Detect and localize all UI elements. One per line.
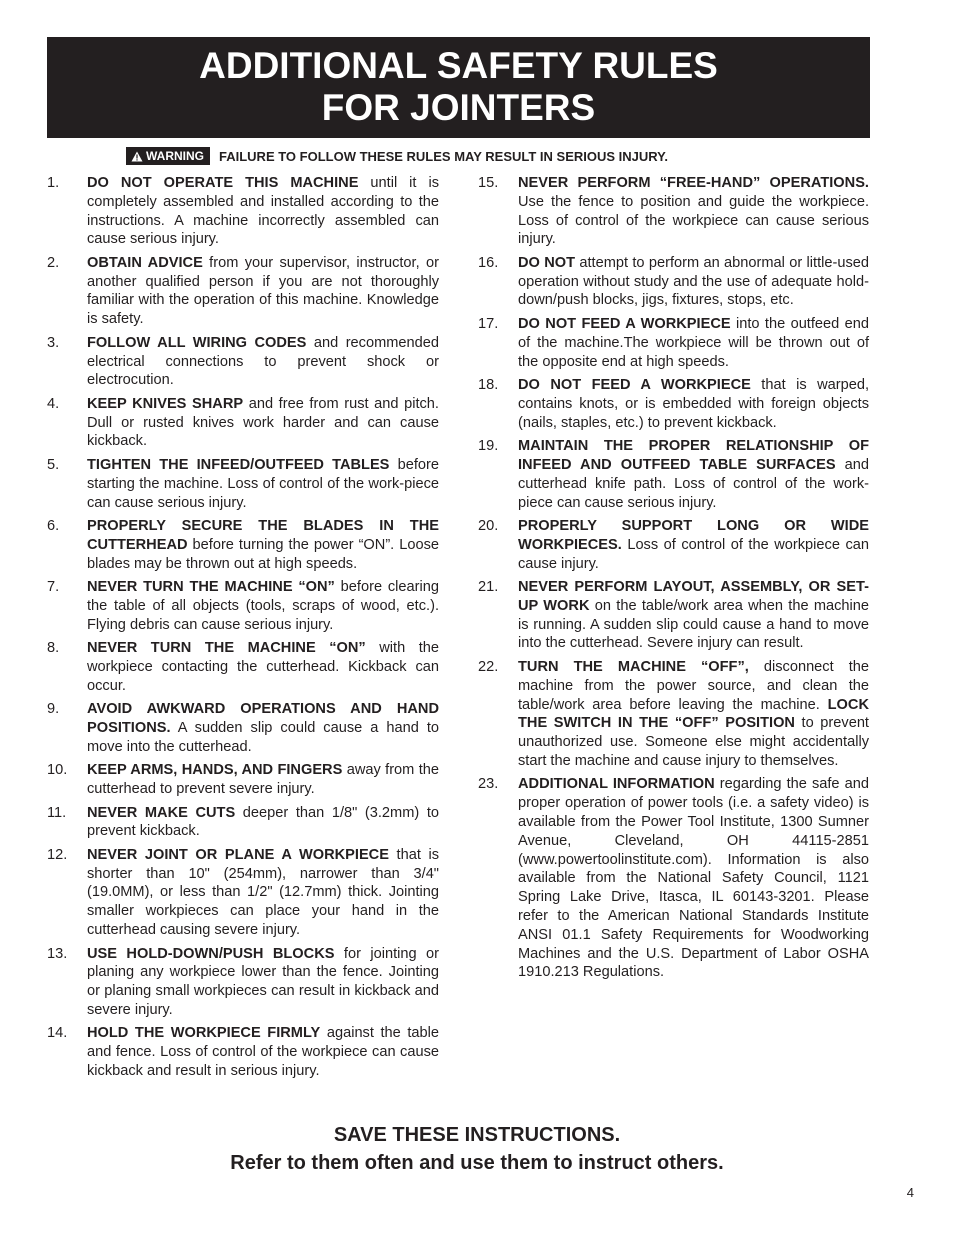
rule-item	[47, 639, 439, 695]
rule-lead: LOCK THE SWITCH IN THE “OFF” POSITION	[518, 696, 869, 732]
rule-text	[87, 846, 439, 940]
rule-lead: DO NOT FEED A WORKPIECE	[518, 377, 751, 394]
rule-text	[87, 174, 439, 249]
rule-item	[47, 804, 439, 842]
rule-lead: ADDITIONAL INFORMATION	[518, 776, 715, 793]
rule-number: 14.	[47, 1025, 68, 1042]
rule-body: attempt to perform an abnormal or little-used operation without study and the use of adequate hold-down/push blocks, jigs, fixtures, stops, etc.	[518, 254, 869, 309]
rule-body: that is warped, contains knots, or is embedded with foreign objects (nails, staples, etc.) to prevent kickback.	[518, 377, 869, 431]
rule-text	[518, 315, 869, 371]
rule-number: 18.	[478, 377, 499, 394]
rule-lead: TIGHTEN THE INFEED/OUTFEED TABLES	[87, 456, 390, 473]
rule-number: 13.	[47, 945, 68, 962]
rule-body: with the workpiece contacting the cutterhead. Kickback can occur.	[87, 640, 439, 694]
title-banner	[47, 37, 870, 138]
rule-body: into the outfeed end of the machine.The workpiece will be thrown out of the opposite end at high speeds.	[518, 315, 869, 370]
rule-lead: OBTAIN ADVICE	[87, 254, 203, 271]
rule-number: 22.	[478, 658, 499, 675]
rule-lead: TURN THE MACHINE “OFF”,	[518, 658, 749, 675]
rule-lead: NEVER PERFORM “FREE-HAND” OPERATIONS.	[518, 175, 869, 191]
rule-item	[478, 658, 869, 771]
rule-text	[87, 639, 439, 695]
rule-lead: USE HOLD-DOWN/PUSH BLOCKS	[87, 945, 335, 962]
rule-body: and cutterhead knife path. Loss of control of the work-piece can cause serious injury.	[518, 456, 870, 511]
rule-text	[87, 517, 439, 573]
rule-text	[518, 376, 869, 432]
page-number-wrap	[0, 1185, 914, 1200]
rule-item	[47, 1024, 439, 1080]
rule-item	[47, 254, 439, 329]
rule-item	[478, 578, 869, 653]
rule-number: 16.	[478, 254, 499, 271]
warning-row	[126, 146, 668, 166]
rule-item	[478, 775, 869, 982]
warning-triangle-icon	[131, 151, 143, 162]
rule-body: away from the cutterhead to prevent severe injury.	[87, 762, 439, 798]
rule-lead: NEVER PERFORM LAYOUT, ASSEMBLY, OR SET-UP WORK	[518, 579, 869, 614]
rule-body: A sudden slip could cause a hand to move into the cutterhead.	[87, 720, 439, 755]
rule-lead: KEEP ARMS, HANDS, AND FINGERS	[87, 762, 343, 779]
rule-number: 2.	[47, 254, 60, 271]
rule-text	[518, 578, 869, 653]
rule-lead: KEEP KNIVES SHARP	[87, 395, 244, 412]
rule-text	[518, 254, 869, 310]
rule-body: Use the fence to position and guide the workpiece. Loss of control of the workpiece can cause serious injury.	[518, 193, 869, 248]
rule-lead: PROPERLY SUPPORT LONG OR WIDE WORKPIECES.	[518, 517, 869, 553]
rule-body: before starting the machine. Loss of control of the work-piece can cause serious injury.	[87, 456, 439, 511]
rule-item	[478, 174, 869, 249]
rule-text	[87, 334, 439, 390]
rule-text	[518, 174, 869, 249]
page-title-line2: FOR JOINTERS	[321, 87, 596, 128]
rule-number: 11.	[47, 804, 67, 821]
rule-body: deeper than 1/8" (3.2mm) to prevent kickback.	[87, 804, 439, 840]
rule-number: 23.	[478, 776, 499, 793]
save-instructions-heading: SAVE THESE INSTRUCTIONS.	[333, 1124, 621, 1146]
rule-item	[47, 456, 439, 512]
rule-lead: FOLLOW ALL WIRING CODES	[87, 334, 307, 351]
rule-body: before clearing the table of all objects (tools, scraps of wood, etc.). Flying debris can cause serious injury.	[87, 579, 439, 633]
rule-number: 17.	[478, 315, 499, 332]
rule-text	[87, 1024, 439, 1080]
save-instructions-subheading: Refer to them often and use them to instruct others.	[230, 1152, 724, 1174]
rule-body: until it is completely assembled and installed according to the instructions. A machine incorrectly assembled can cause serious injury.	[87, 175, 439, 248]
rule-text	[87, 700, 439, 756]
rule-lead: AVOID AWKWARD OPERATIONS AND HAND POSITIONS.	[87, 701, 439, 737]
rule-number: 5.	[47, 456, 60, 473]
rule-number: 20.	[478, 517, 499, 534]
rule-item	[47, 174, 439, 249]
rule-body: from your supervisor, instructor, or another qualified person if you are not thoroughly familiar with the operation of this machine. Knowledge is safety.	[87, 254, 439, 328]
rule-number: 6.	[47, 517, 60, 534]
rule-number: 19.	[478, 438, 499, 455]
rule-body: that is shorter than 10" (254mm), narrower than 3/4" (19.0MM), or less than 1/2" (12.7mm) thick. Jointing smaller workpieces can place your hand in the cutterhead causing severe injury.	[87, 846, 439, 939]
page-title-line1: ADDITIONAL SAFETY RULES	[199, 45, 718, 86]
rule-number: 21.	[478, 579, 499, 596]
rule-lead: DO NOT FEED A WORKPIECE	[518, 315, 731, 332]
rule-item	[478, 315, 869, 371]
rule-item	[47, 395, 439, 451]
rule-lead: PROPERLY SECURE THE BLADES IN THE CUTTERHEAD	[87, 517, 439, 553]
rule-text	[87, 395, 439, 451]
rule-text	[87, 456, 439, 512]
rule-body: disconnect the machine from the power source, and clean the table/work area before leaving the machine.	[518, 658, 869, 713]
warning-message: FAILURE TO FOLLOW THESE RULES MAY RESULT IN SERIOUS INJURY.	[219, 148, 669, 164]
rule-number: 12.	[47, 846, 68, 863]
rule-lead: NEVER TURN THE MACHINE “ON”	[87, 640, 366, 657]
rule-number: 9.	[47, 701, 60, 718]
rule-lead: NEVER MAKE CUTS	[87, 804, 236, 821]
rule-body: on the table/work area when the machine is running. A sudden slip could cause a hand to move into the cutterhead. Severe injury can result.	[518, 597, 869, 652]
rule-lead: DO NOT	[518, 254, 576, 271]
rule-item	[47, 761, 439, 799]
rule-text	[518, 517, 869, 573]
rule-number: 3.	[47, 334, 60, 351]
rule-item	[47, 517, 439, 573]
rule-lead: NEVER TURN THE MACHINE “ON”	[87, 579, 335, 596]
rule-number: 4.	[47, 395, 60, 412]
page-number: 4	[906, 1185, 914, 1200]
rule-text	[87, 578, 439, 634]
rule-body: and free from rust and pitch. Dull or rusted knives work harder and can cause kickback.	[87, 395, 439, 450]
rule-lead: DO NOT OPERATE THIS MACHINE	[87, 175, 359, 191]
rule-number: 7.	[47, 579, 60, 596]
rule-number: 8.	[47, 640, 60, 657]
warning-badge	[126, 147, 210, 165]
rule-item	[47, 578, 439, 634]
rule-item	[47, 846, 439, 940]
rule-number: 1.	[47, 175, 60, 191]
rule-item	[478, 437, 869, 512]
rule-lead: MAINTAIN THE PROPER RELATIONSHIP OF INFEED AND OUTFEED TABLE SURFACES	[518, 438, 869, 473]
rule-body: and recommended electrical connections to prevent shock or electrocution.	[87, 334, 439, 389]
rule-text	[87, 945, 439, 1020]
rules-column-right	[478, 174, 869, 987]
rule-body: against the table and fence. Loss of control of the workpiece can cause kickback and result in serious injury.	[87, 1025, 440, 1079]
rule-item	[47, 334, 439, 390]
rule-item	[478, 517, 869, 573]
rule-body: to prevent unauthorized use. Someone else might accidentally start the machine and cause injury to themselves.	[518, 715, 869, 769]
rule-number: 10.	[47, 762, 68, 779]
rule-item	[478, 254, 869, 310]
rule-lead: HOLD THE WORKPIECE FIRMLY	[87, 1025, 321, 1042]
rule-text	[518, 775, 869, 982]
rule-text	[87, 761, 439, 799]
rule-text	[87, 804, 439, 842]
rule-body: before turning the power “ON”. Loose blades may be thrown out at high speeds.	[87, 536, 439, 572]
warning-badge-label: WARNING	[146, 149, 204, 163]
rule-number: 15.	[478, 175, 499, 191]
rule-body: regarding the safe and proper operation of power tools (i.e. a safety video) is available from the Power Tool Institute, 1300 Sumner Avenue, Cleveland, OH 44115-2851 (www.powertoolinstitute.com). Information is also available from the National Safety Council, 1121 Spring Lake Drive, Itasca, IL 60143-3201. Please refer to the American National Standards Institute ANSI 01.1 Safety Requirements for Woodworking Machines and the U.S. Department of Labor OSHA 1910.213 Regulations.	[518, 776, 869, 981]
rule-body: for jointing or planing any workpiece lower than the fence. Jointing or planing small workpieces can result in kickback and severe injury.	[87, 945, 439, 1018]
rule-lead: NEVER JOINT OR PLANE A WORKPIECE	[87, 846, 389, 863]
rule-text	[518, 658, 869, 771]
rule-body: Loss of control of the workpiece can cause injury.	[518, 536, 869, 572]
rule-item	[47, 700, 439, 756]
rule-item	[478, 376, 869, 432]
rule-text	[87, 254, 439, 329]
rules-column-left	[47, 174, 439, 1085]
rule-item	[47, 945, 439, 1020]
rule-text	[518, 437, 869, 512]
